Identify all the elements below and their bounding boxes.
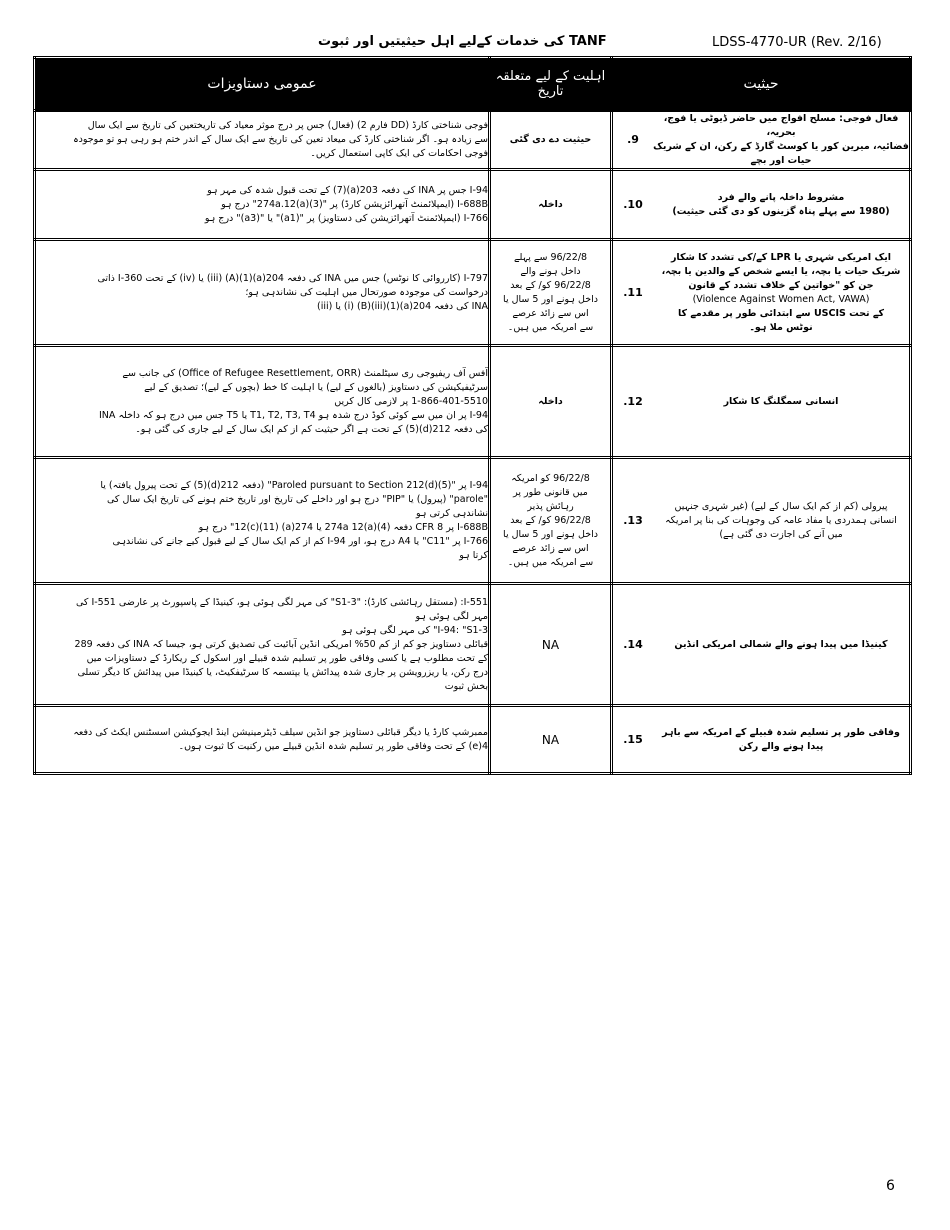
doc-line: بخش ثبوت xyxy=(444,680,488,692)
doc-line: I-797 (کارروائی کا نوٹس) جس میں INA کی دفعہ 204(a)(1)(A) (iii) یا (iv) کے تحت I-360 ذاتی xyxy=(97,272,488,284)
doc-line: I-766 (ایمپلائمنٹ آتھرائزیشن کی دستاویز) پر "(a1)" یا "(a3)" درج ہو xyxy=(204,212,488,224)
date-line: 96/22/8 کو/ کے بعد xyxy=(510,514,591,526)
doc-line: سے زیادہ ہو۔ اگر شناختی کارڈ کی میعاد تعین کی تاریخ سے ایک سال کے اندر ختم ہو رہی ہو تو موجودہ xyxy=(73,134,488,145)
row-number: .15 xyxy=(623,732,643,746)
status-line: نوٹس ملا ہو۔ xyxy=(749,321,813,333)
table-header-row xyxy=(35,58,911,111)
doc-line: کرتا ہو xyxy=(459,549,488,561)
documents-cell xyxy=(35,346,490,458)
doc-line: I-94: "S1-3" کی مہر لگی ہوئی ہو xyxy=(342,624,488,636)
status-line: انسانی سمگلنگ کا شکار xyxy=(723,395,839,407)
doc-line: درج رکن، یا ریزرویشن پر جاری شدہ پیدائش یا بپتسمہ کا سرٹیفکیٹ، یا کینیڈا میں پیدائش کا دیگر تسلی xyxy=(77,666,488,678)
doc-line: I-551: (مستقل رہائشی کارڈ): "S1-3" کی مہر لگی ہوئی ہو، کینیڈا کے پاسپورٹ پر عارضی I-551 کی xyxy=(75,596,488,608)
status-line: پیدا ہونے والے رکن xyxy=(738,740,824,752)
documents-cell xyxy=(35,240,490,346)
doc-line: INA کی دفعہ 204(a)(1)(iii)(B) (i) یا (iii) xyxy=(316,300,488,312)
date-line: اس سے زائد عرصے xyxy=(512,542,589,554)
row-number: .11 xyxy=(623,285,643,299)
status-line: حیات اور بچے xyxy=(750,155,812,166)
status-cell xyxy=(612,111,911,170)
status-line: (Violence Against Women Act, VAWA) xyxy=(692,293,870,305)
doc-line: آفس آف ریفیوجی ری سیٹلمنٹ (Office of Refugee Resettlement, ORR) کی جانب سے xyxy=(122,367,488,379)
doc-line: سرٹیفیکیشن کی دستاویز (بالغوں کے لیے) یا اہلیت کا خط (بچوں کے لیے)؛ تصدیق کے لیے xyxy=(144,381,488,393)
doc-line: "parole" (پیرول) یا "PIP" درج ہو اور داخلے کی تاریخ اور تاریخ ختم ہونے کی تاریخ ایک سال کی xyxy=(107,493,488,505)
date-line: میں قانونی طور پر xyxy=(513,486,588,498)
table-row xyxy=(35,706,911,774)
row-number: .10 xyxy=(623,197,643,211)
document-title: TANF کی خدمات کےلیے اہل حیثیتیں اور ثبوت xyxy=(318,34,607,49)
table-row xyxy=(35,458,911,584)
date-line: داخل ہونے والے xyxy=(520,265,581,277)
status-line: مشروط داخلہ پانے والے فرد xyxy=(717,191,845,203)
form-id: LDSS-4770-UR (Rev. 2/16) xyxy=(712,35,882,50)
eligibility-table xyxy=(33,56,912,775)
documents-cell xyxy=(35,458,490,584)
doc-line: I-766 پر "C11" یا A4 درج ہو، اور I-94 کم از کم ایک سال کے لیے قبول کیے جانے کی نشاندہی xyxy=(112,535,488,547)
status-line: شریک حیات یا بچہ، یا ایسے شخص کے والدین یا بچہ، xyxy=(661,265,901,277)
documents-cell xyxy=(35,111,490,170)
status-cell xyxy=(612,458,911,584)
page-number: 6 xyxy=(886,1178,895,1194)
status-line: کینیڈا میں پیدا ہونے والے شمالی امریکی انڈین xyxy=(674,638,888,650)
status-line: فضائیہ، میرین کور یا کوسٹ گارڈ کے رکن، ان کے شریک xyxy=(653,141,909,152)
status-cell xyxy=(612,706,911,774)
status-line: وفاقی طور پر تسلیم شدہ قبیلے کے امریکہ سے باہر xyxy=(662,726,900,738)
date-cell xyxy=(490,240,612,346)
date-line: سے امریکہ میں ہیں۔ xyxy=(507,321,594,333)
column-header-date: اہلیت کے لیے متعلقہ تاریخ xyxy=(490,58,612,111)
date-cell xyxy=(490,346,612,458)
row-number: .13 xyxy=(623,513,643,527)
doc-line: قبائلی دستاویز جو کم از کم 50% امریکی انڈین آبائیت کی تصدیق کرتی ہو، جیسا کہ INA کی دفعہ 289 xyxy=(74,638,488,650)
doc-line: کی دفعہ 212(d)(5) کے تحت ہے اگر حیثیت کم از کم ایک سال کے لیے جاری کی گئی ہو۔ xyxy=(135,423,488,435)
date-line: داخلہ xyxy=(538,198,563,210)
doc-line: 1-866-401-5510 پر لازمی کال کریں xyxy=(334,395,488,407)
date-line: NA xyxy=(541,637,560,652)
doc-line: I-94 جس پر INA کی دفعہ 203(a)(7) کے تحت قبول شدہ کی مہر ہو xyxy=(207,184,488,196)
date-cell xyxy=(490,170,612,240)
date-line: داخل ہونے اور 5 سال یا xyxy=(503,293,598,305)
status-cell xyxy=(612,584,911,706)
doc-line: I-688B (ایمپلائمنٹ آتھرائزیشن کارڈ) پر "274a.12(a)(3)" درج ہو xyxy=(221,198,488,210)
date-cell xyxy=(490,458,612,584)
status-line: پیرولی (کم از کم ایک سال کے لیے) (غیر شہری جنہیں xyxy=(674,500,888,512)
status-line: (1980 سے پہلے پناہ گزینوں کو دی گئی حیثیت) xyxy=(672,205,890,217)
date-line: رہائش پذیر xyxy=(527,500,574,512)
doc-line: درخواست کی موجودہ صورتحال میں اہلیت کی نشاندہی ہو؛ xyxy=(245,286,488,298)
status-line: فعال فوجی: مسلح افواج میں حاضر ڈیوٹی یا فوج، بحریہ، xyxy=(663,113,899,138)
doc-line: I-688B پر 8 CFR دفعہ 274a 12(a)(4) یا 274(a) 12(c)(11)" درج ہو xyxy=(198,521,488,533)
documents-cell xyxy=(35,706,490,774)
row-number: .12 xyxy=(623,394,643,408)
date-line: 96/22/8 کو/ کے بعد xyxy=(510,279,591,291)
date-line: داخل ہونے اور 5 سال یا xyxy=(503,528,598,540)
column-header-status: حیثیت xyxy=(612,58,911,111)
date-cell xyxy=(490,706,612,774)
table-row xyxy=(35,240,911,346)
doc-line: I-94 پر ان میں سے کوئی کوڈ درج شدہ ہو T1, T2, T3, T4 یا T5 جس میں درج ہو کہ داخلہ INA xyxy=(99,409,488,421)
status-line: کے تحت USCIS سے ابتدائی طور پر مقدمے کا xyxy=(677,307,885,319)
documents-cell xyxy=(35,584,490,706)
status-line: ایک امریکی شہری یا LPR کے/کی تشدد کا شکار xyxy=(670,251,892,263)
date-line: داخلہ xyxy=(538,395,563,407)
column-header-documents: عمومی دستاویزات xyxy=(35,58,490,111)
date-cell xyxy=(490,584,612,706)
doc-line: مہر لگی ہوئی ہو xyxy=(415,610,488,622)
date-line: حیثیت دے دی گئی xyxy=(509,134,592,145)
documents-cell xyxy=(35,170,490,240)
row-number: .9 xyxy=(627,133,639,146)
status-line: جن کو "خواتین کے خلاف تشدد کے قانون xyxy=(688,279,874,291)
doc-line: 4(e) کے تحت وفاقی طور پر تسلیم شدہ انڈین قبیلے میں رکنیت کا ثبوت ہوں۔ xyxy=(178,740,488,752)
doc-line: ممبرشپ کارڈ یا دیگر قبائلی دستاویز جو انڈین سیلف ڈیٹرمینیشن اینڈ ایجوکیشن اسسٹنس ایکٹ کی دفعہ xyxy=(73,726,488,738)
status-cell xyxy=(612,170,911,240)
table-row xyxy=(35,111,911,170)
date-line: 96/22/8 سے پہلے xyxy=(513,251,588,263)
table-row xyxy=(35,584,911,706)
doc-line: فوجی احکامات کی ایک کاپی استعمال کریں۔ xyxy=(310,148,488,159)
status-line: انسانی ہمدردی یا مفاد عامہ کی وجوہات کی بنا پر امریکہ xyxy=(665,514,897,526)
status-cell xyxy=(612,240,911,346)
date-cell xyxy=(490,111,612,170)
doc-line: فوجی شناختی کارڈ (DD فارم 2) (فعال) جس پر درج موثر معیاد کی تاریختعین کی تاریخ سے ایک سال xyxy=(87,120,488,131)
doc-line: I-94 پر "Paroled pursuant to Section 212(d)(5)" (دفعہ 212(d)(5) کے تحت پیرول یافتہ) یا xyxy=(100,479,488,491)
status-cell xyxy=(612,346,911,458)
date-line: 96/22/8 کو امریکہ xyxy=(511,472,590,484)
doc-line: نشاندہی کرتی ہو xyxy=(416,507,488,519)
doc-line: کے تحت مطلوب ہے یا کسی وفاقی طور پر تسلیم شدہ قبیلے اور اسکول کے ریکارڈ کے دستاویزات میں xyxy=(86,652,488,664)
date-line: سے امریکہ میں ہیں۔ xyxy=(507,556,594,568)
date-line: اس سے زائد عرصے xyxy=(512,307,589,319)
row-number: .14 xyxy=(623,637,643,651)
date-line: NA xyxy=(541,732,560,747)
table-row xyxy=(35,346,911,458)
status-line: میں آنے کی اجازت دی گئی ہے) xyxy=(719,528,843,540)
table-row xyxy=(35,170,911,240)
